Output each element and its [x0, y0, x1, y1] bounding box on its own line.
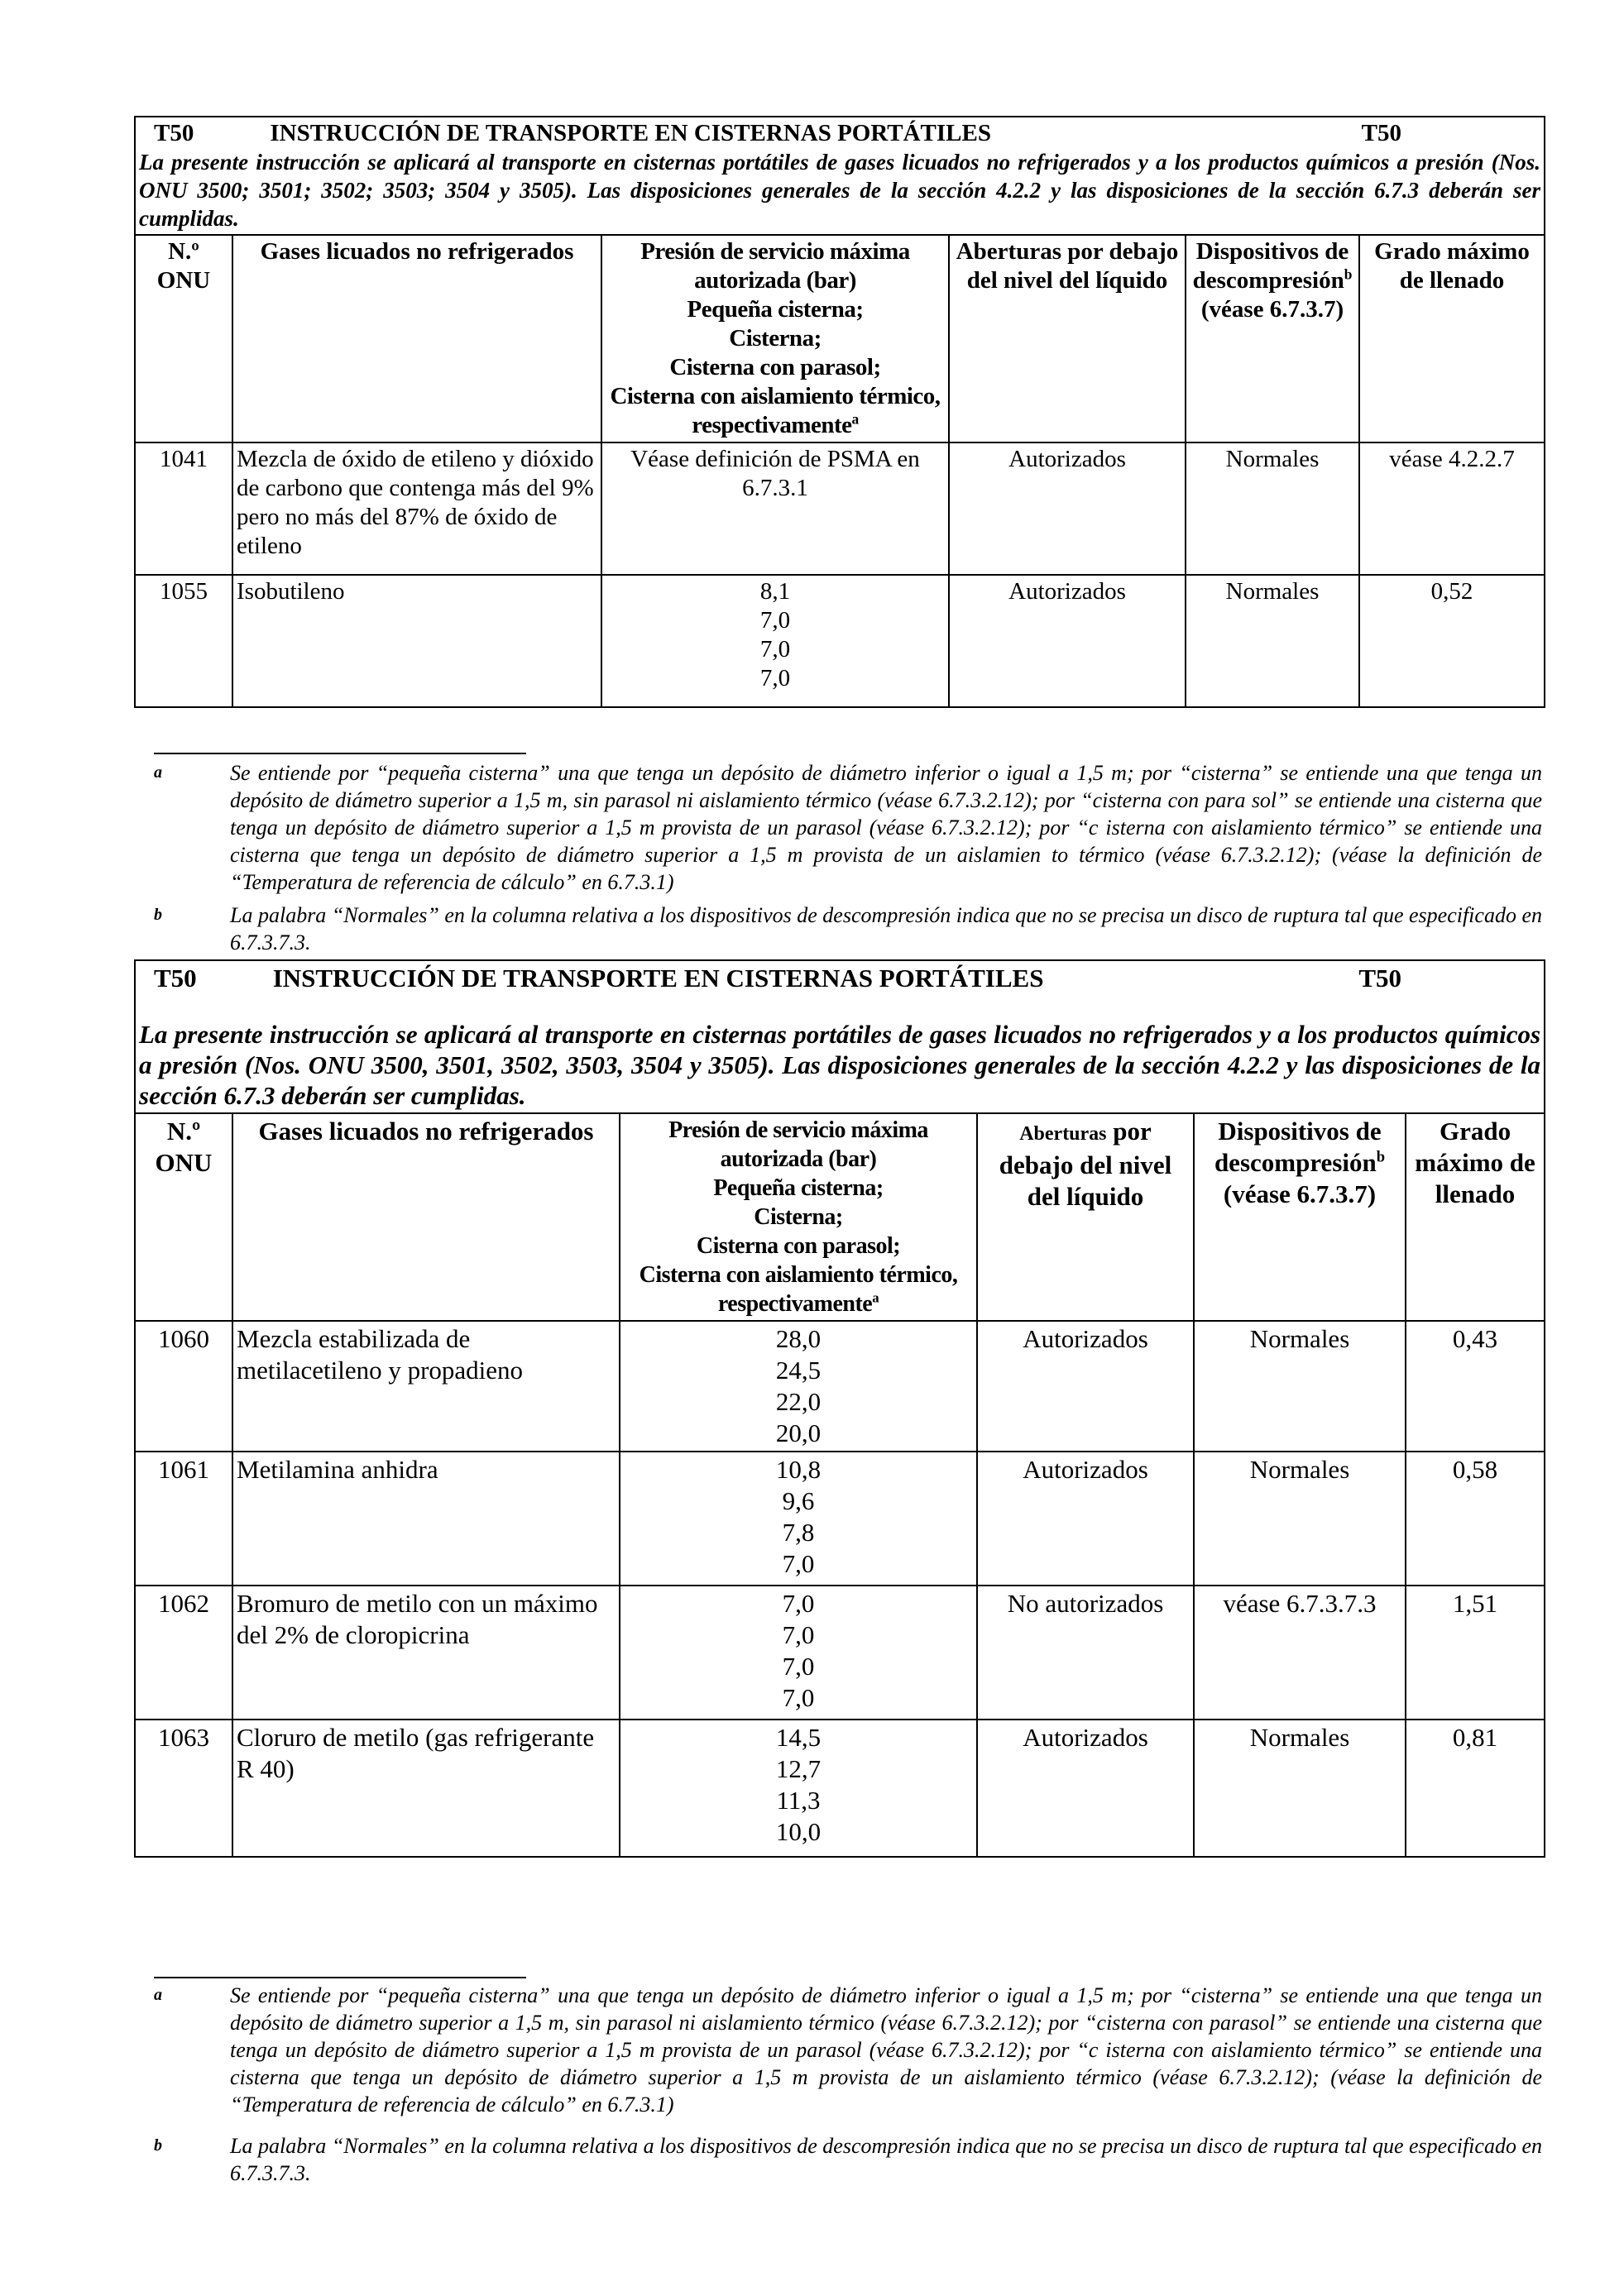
cell-openings: Autorizados — [977, 1720, 1194, 1857]
header-openings: Aberturas por debajo del nivel del líquido — [949, 235, 1186, 442]
cell-fill: 0,52 — [1359, 575, 1545, 707]
footnote-mark: b — [154, 906, 162, 924]
cell-gas: Metilamina anhidra — [232, 1452, 620, 1586]
table-header-row — [135, 1113, 1545, 1321]
cell-devices: véase 6.7.3.7.3 — [1194, 1586, 1406, 1720]
header-devices: Dispositivos de descompresión$^b$ (véase 6.7.3.7) — [1186, 235, 1359, 442]
instruction-code-left: T50 — [154, 964, 197, 993]
footnote-rule — [154, 1977, 526, 1978]
cell-onu: 1055 — [135, 575, 232, 707]
header-gases: Gases licuados no refrigerados — [232, 1113, 620, 1321]
footnote-b — [154, 902, 1544, 959]
footnote-ref-a: a — [872, 1289, 879, 1306]
table-row — [135, 1720, 1545, 1857]
cell-gas: Mezcla estabilizada de metilacetileno y propadieno — [232, 1321, 620, 1452]
cell-fill: véase 4.2.2.7 — [1359, 442, 1545, 575]
cell-openings: No autorizados — [977, 1586, 1194, 1720]
cell-devices: Normales — [1186, 575, 1359, 707]
cell-gas: Cloruro de metilo (gas refrigerante R 40) — [232, 1720, 620, 1857]
cell-openings: Autorizados — [977, 1321, 1194, 1452]
cell-fill: 0,43 — [1406, 1321, 1545, 1452]
instruction-title: INSTRUCCIÓN DE TRANSPORTE EN CISTERNAS PORTÁTILES — [272, 964, 1044, 993]
footnote-a — [154, 1982, 1544, 2122]
footnote-mark: b — [154, 2136, 162, 2155]
footnote-text: La palabra “Normales” en la columna relativa a los dispositivos de descompresión indica que no se precisa un disco de ruptura tal que especificado en 6.7.3.7.3. — [230, 2134, 1542, 2185]
cell-pressure: Véase definición de PSMA en 6.7.3.1 — [601, 442, 949, 575]
header-onu: N.º ONU — [135, 235, 232, 442]
instruction-table-1 — [134, 116, 1545, 708]
cell-onu: 1041 — [135, 442, 232, 575]
cell-pressure: 8,1 7,0 7,0 7,0 — [601, 575, 949, 707]
table-row — [135, 1452, 1545, 1586]
footnote-mark: a — [154, 763, 162, 782]
cell-gas: Isobutileno — [232, 575, 601, 707]
instruction-table-2 — [134, 959, 1545, 1858]
footnote-b — [154, 2132, 1544, 2198]
table-title-cell — [135, 117, 1545, 235]
cell-fill: 0,58 — [1406, 1452, 1545, 1586]
cell-devices: Normales — [1194, 1720, 1406, 1857]
header-gases: Gases licuados no refrigerados — [232, 235, 601, 442]
cell-openings: Autorizados — [949, 575, 1186, 707]
cell-devices: Normales — [1186, 442, 1359, 575]
cell-onu: 1063 — [135, 1720, 232, 1857]
instruction-code-left: T50 — [154, 120, 194, 146]
footnote-ref-b: b — [1344, 265, 1353, 283]
cell-pressure: 10,8 9,6 7,8 7,0 — [620, 1452, 977, 1586]
cell-devices: Normales — [1194, 1452, 1406, 1586]
footnote-rule — [154, 753, 526, 754]
cell-pressure: 14,5 12,7 11,3 10,0 — [620, 1720, 977, 1857]
table-row — [135, 1586, 1545, 1720]
table-row — [135, 442, 1545, 575]
header-openings: Aberturas por debajo del nivel del líquido — [977, 1113, 1194, 1321]
header-devices: Dispositivos de descompresión$^b$ (véase 6.7.3.7) — [1194, 1113, 1406, 1321]
cell-pressure: 7,0 7,0 7,0 7,0 — [620, 1586, 977, 1720]
cell-openings: Autorizados — [949, 442, 1186, 575]
cell-pressure: 28,0 24,5 22,0 20,0 — [620, 1321, 977, 1452]
instruction-intro: La presente instrucción se aplicará al transporte en cisternas portátiles de gases licuados no refrigerados y a los productos químicos a presión (Nos. ONU 3500; 3501; 3502; 3503; 3504 y 3505). Las disposiciones generales de la sección 4.2.2 y las disposiciones de la sección 6.7.3 deberán ser cumplidas. — [139, 150, 1540, 231]
table-header-row — [135, 235, 1545, 442]
header-pressure: Presión de servicio máxima autorizada (bar) Pequeña cisterna; Cisterna; Cisterna con parasol; Cisterna con aislamiento térmico, respectivamente$^a$ — [620, 1113, 977, 1321]
footnote-ref-b: b — [1376, 1148, 1386, 1166]
cell-fill: 0,81 — [1406, 1720, 1545, 1857]
footnote-text: La palabra “Normales” en la columna relativa a los dispositivos de descompresión indica que no se precisa un disco de ruptura tal que especificado en 6.7.3.7.3. — [230, 903, 1542, 954]
header-pressure: Presión de servicio máxima autorizada (bar) Pequeña cisterna; Cisterna; Cisterna con parasol; Cisterna con aislamiento térmico, respectivamente$^a$ — [601, 235, 949, 442]
cell-gas: Mezcla de óxido de etileno y dióxido de carbono que contenga más del 9% pero no más del 87% de óxido de etileno — [232, 442, 601, 575]
instruction-code-right: T50 — [1358, 964, 1402, 993]
header-fill: Grado máximo de llenado — [1406, 1113, 1545, 1321]
header-onu: N.º ONU — [135, 1113, 232, 1321]
table-row — [135, 1321, 1545, 1452]
cell-openings: Autorizados — [977, 1452, 1194, 1586]
instruction-code-right: T50 — [1361, 120, 1401, 146]
cell-gas: Bromuro de metilo con un máximo del 2% de cloropicrina — [232, 1586, 620, 1720]
instruction-intro: La presente instrucción se aplicará al transporte en cisternas portátiles de gases licuados no refrigerados y a los productos químicos a presión (Nos. ONU 3500, 3501, 3502, 3503, 3504 y 3505). Las disposiciones generales de la sección 4.2.2 y las disposiciones de la sección 6.7.3 deberán ser cumplidas. — [139, 1020, 1541, 1110]
cell-onu: 1061 — [135, 1452, 232, 1586]
footnote-ref-a: a — [851, 410, 859, 428]
footnote-text: Se entiende por “pequeña cisterna” una que tenga un depósito de diámetro inferior o igual a 1,5 m; por “cisterna” se entiende una que tenga un depósito de diámetro superior a 1,5 m, sin parasol ni aislamiento térmico (véase 6.7.3.2.12); por “cisterna con para sol” se entiende una cisterna que tenga un depósito de diámetro superior a 1,5 m provista de un parasol (véase 6.7.3.2.12); por “c isterna con aislamiento térmico” se entiende una cisterna que tenga un depósito de diámetro superior a 1,5 m provista de un aislamien to térmico (véase 6.7.3.2.12); (véase la definición de “Temperatura de referencia de cálculo” en 6.7.3.1) — [230, 761, 1542, 894]
footnote-mark: a — [154, 1986, 162, 2004]
footnote-a — [154, 759, 1544, 892]
cell-devices: Normales — [1194, 1321, 1406, 1452]
table-title-cell — [135, 960, 1545, 1113]
cell-fill: 1,51 — [1406, 1586, 1545, 1720]
cell-onu: 1060 — [135, 1321, 232, 1452]
footnote-text: Se entiende por “pequeña cisterna” una que tenga un depósito de diámetro inferior o igual a 1,5 m; por “cisterna” se entiende una que tenga un depósito de diámetro superior a 1,5 m, sin parasol ni aislamiento térmico (véase 6.7.3.2.12); por “cisterna con parasol” se entiende una cisterna que tenga un depósito de diámetro superior a 1,5 m provista de un parasol (véase 6.7.3.2.12); por “c isterna con aislamiento térmico” se entiende una cisterna que tenga un depósito de diámetro superior a 1,5 m provista de un aislamiento térmico (véase 6.7.3.2.12); (véase la definición de “Temperatura de referencia de cálculo” en 6.7.3.1) — [230, 1983, 1542, 2117]
cell-onu: 1062 — [135, 1586, 232, 1720]
table-row — [135, 575, 1545, 707]
header-fill: Grado máximo de llenado — [1359, 235, 1545, 442]
instruction-title: INSTRUCCIÓN DE TRANSPORTE EN CISTERNAS PORTÁTILES — [270, 120, 992, 146]
